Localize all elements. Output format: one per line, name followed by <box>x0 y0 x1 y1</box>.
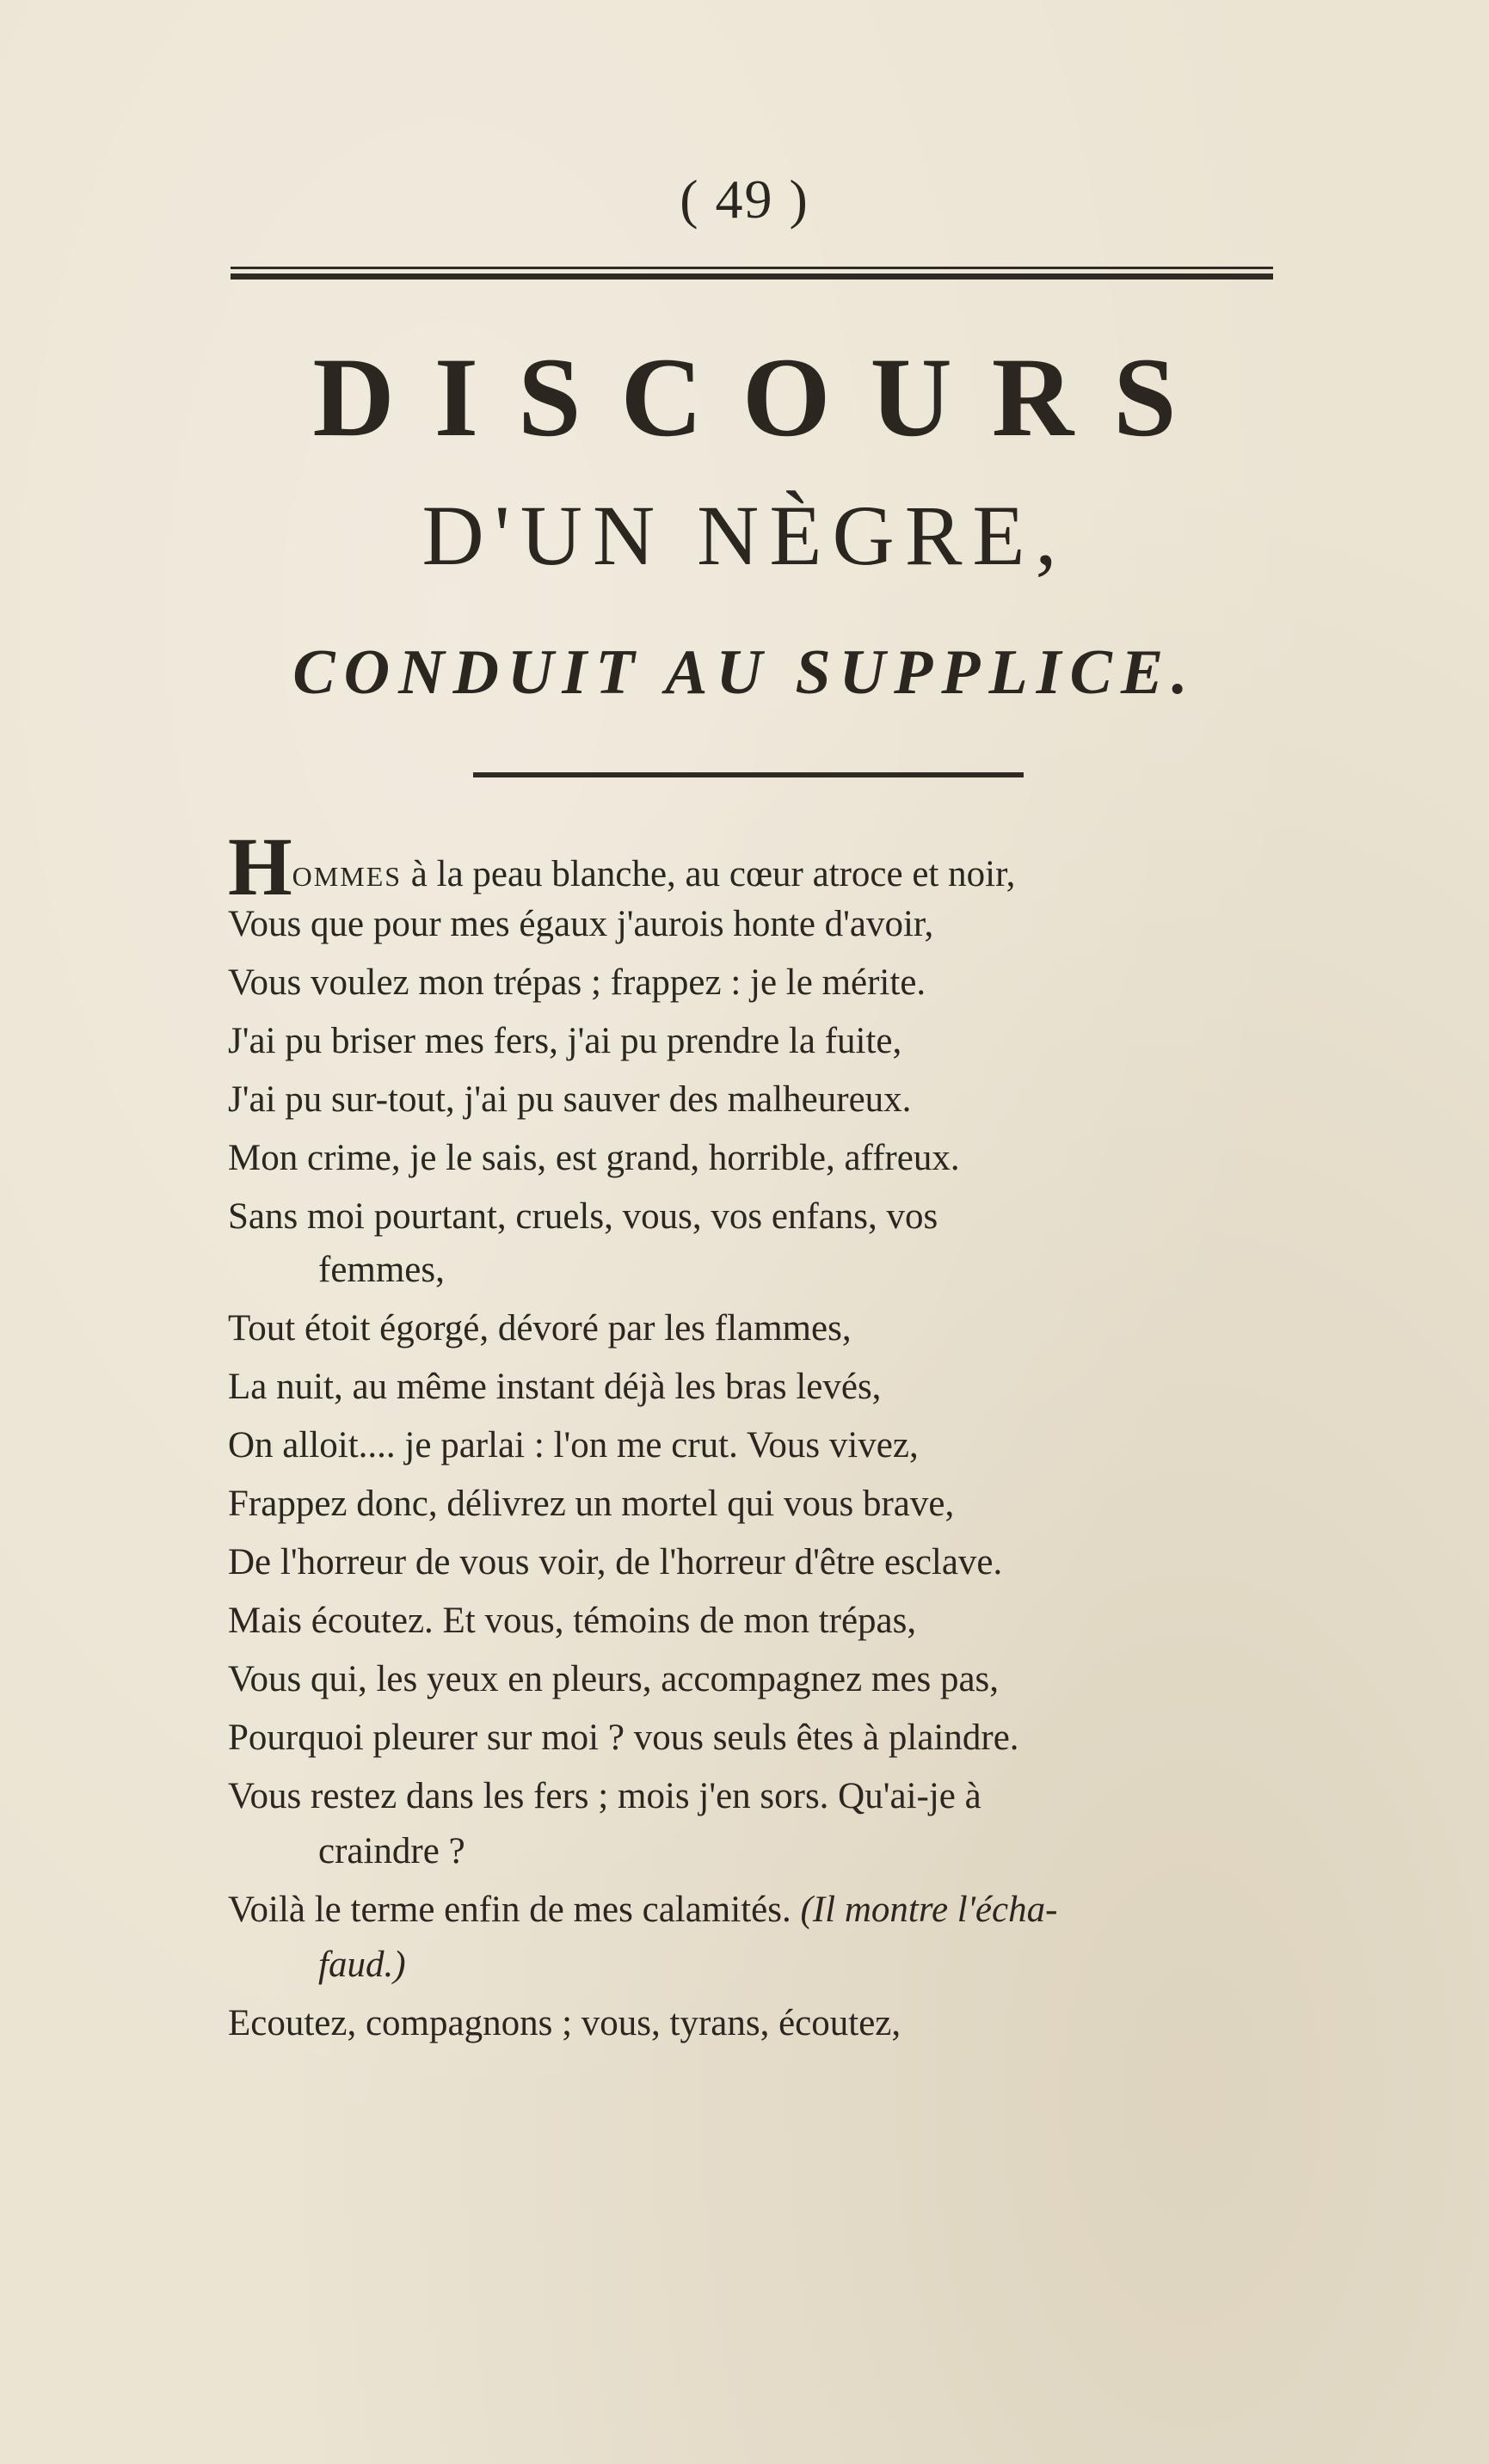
verse-line-9: La nuit, au même instant déjà les bras levés, <box>228 1367 882 1407</box>
header-rule-thick <box>231 273 1273 280</box>
header-rule-thin <box>231 267 1273 269</box>
verse-line-17-text: Voilà le terme enfin de mes calamités. <box>228 1889 791 1930</box>
title-discours: DISCOURS <box>312 334 1216 460</box>
title-conduit-au-supplice: CONDUIT AU SUPPLICE. <box>292 637 1197 708</box>
verse-line-5: J'ai pu sur-tout, j'ai pu sauver des malheureux. <box>228 1079 912 1120</box>
verse-line-3: Vous voulez mon trépas ; frappez : je le mérite. <box>228 962 926 1003</box>
page-number: ( 49 ) <box>680 169 809 230</box>
stage-direction-continuation: faud.) <box>318 1945 406 1985</box>
title-dun-negre: D'UN NÈGRE, <box>421 488 1068 583</box>
verse-line-2: Vous que pour mes égaux j'aurois honte d'avoir, <box>228 904 934 944</box>
verse-line-18: Ecoutez, compagnons ; vous, tyrans, écoutez, <box>228 2003 901 2043</box>
verse-line-15: Pourquoi pleurer sur moi ? vous seuls êtes à plaindre. <box>228 1717 1019 1758</box>
verse-line-8: Tout étoit égorgé, dévoré par les flammes, <box>228 1308 852 1349</box>
verse-line-16: Vous restez dans les fers ; mois j'en sors. Qu'ai-je à <box>228 1776 981 1816</box>
verse-line-16-continuation: craindre ? <box>318 1831 465 1871</box>
verse-line-13: Mais écoutez. Et vous, témoins de mon trépas, <box>228 1601 917 1641</box>
verse-line-10: On alloit.... je parlai : l'on me crut. Vous vivez, <box>228 1425 919 1465</box>
small-caps-word: OMMES <box>292 861 403 892</box>
verse-line-7: Sans moi pourtant, cruels, vous, vos enfans, vos <box>228 1196 938 1237</box>
header-double-rule <box>231 267 1273 282</box>
verse-line-7-continuation: femmes, <box>318 1250 445 1290</box>
verse-line-1 <box>228 820 1016 912</box>
verse-line-6: Mon crime, je le sais, est grand, horrible, affreux. <box>228 1138 960 1178</box>
verse-line-11: Frappez donc, délivrez un mortel qui vous brave, <box>228 1484 955 1524</box>
verse-line-17 <box>228 1889 1057 1931</box>
stage-direction: (Il montre l'écha- <box>800 1889 1058 1930</box>
verse-line-1-rest: à la peau blanche, au cœur atroce et noir, <box>402 854 1016 894</box>
verse-line-4: J'ai pu briser mes fers, j'ai pu prendre la fuite, <box>228 1021 902 1061</box>
drop-cap: H <box>228 820 292 912</box>
section-divider-rule <box>473 772 1024 777</box>
verse-line-14: Vous qui, les yeux en pleurs, accompagnez mes pas, <box>228 1659 1000 1699</box>
verse-line-12: De l'horreur de vous voir, de l'horreur d'être esclave. <box>228 1542 1003 1582</box>
